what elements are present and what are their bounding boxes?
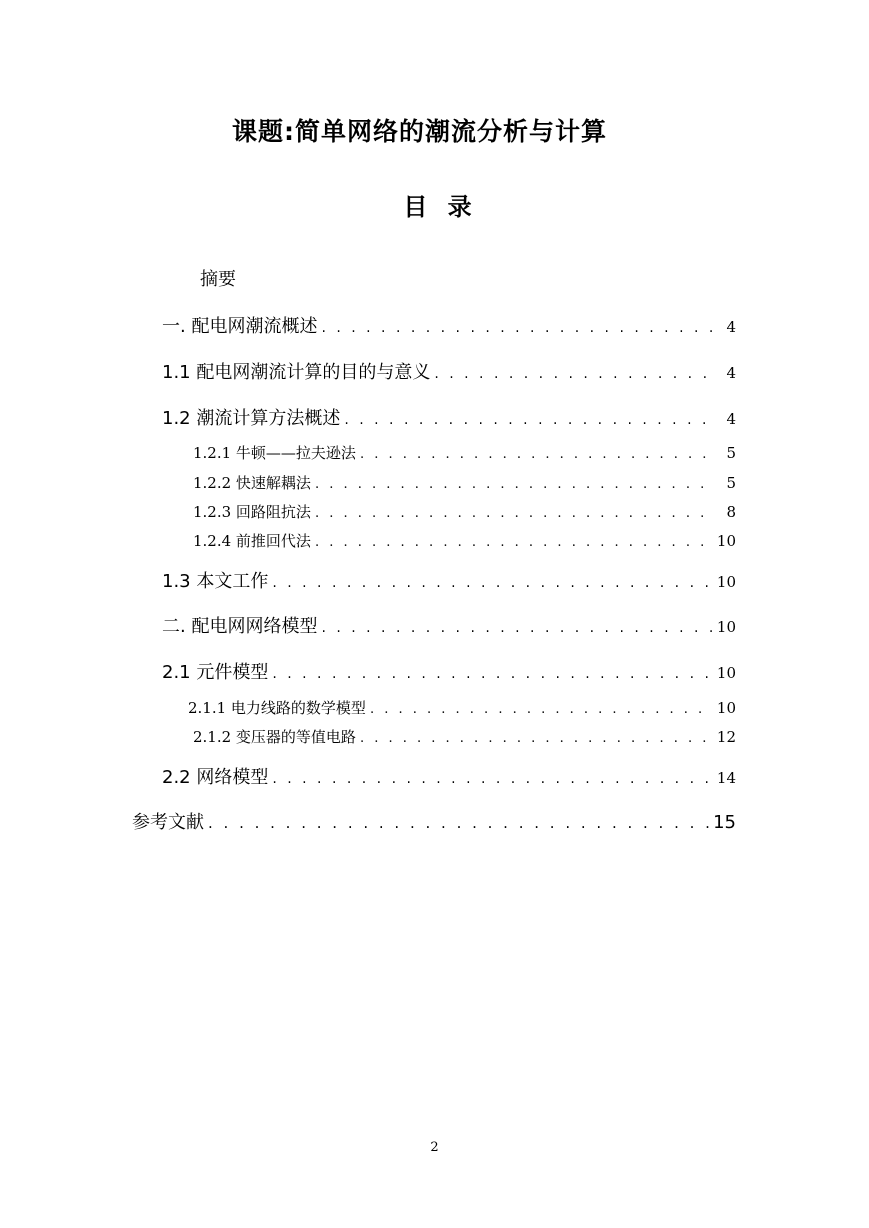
toc-entry-label: 1.2.3 回路阻抗法 [193,503,311,521]
toc-entry[interactable] [162,567,736,593]
toc-entry-references[interactable] [132,808,736,834]
toc-leader-dots [434,366,714,382]
toc-abstract-label: 摘要 [200,269,236,290]
page-number: 2 [430,1140,439,1155]
toc-entry-page: 10 [716,532,736,550]
toc-leader-dots [272,575,713,591]
toc-entry-page: 4 [726,364,736,382]
toc-entry-label: 二. 配电网网络模型 [162,616,318,637]
toc-entry[interactable] [193,530,736,551]
toc-leader-dots [370,702,713,717]
toc-entry-page: 15 [713,812,736,833]
toc-leader-dots [321,620,712,636]
toc-entry-label: 2.2 网络模型 [162,767,269,788]
toc-entry[interactable] [162,658,736,684]
toc-entry[interactable] [193,501,736,522]
toc-entry-page: 4 [726,318,736,336]
toc-entry-page: 14 [716,769,736,787]
toc-entry-label: 1.2.2 快速解耦法 [193,474,311,492]
toc-entry-label: 1.3 本文工作 [162,571,269,592]
toc-leader-dots [208,814,709,832]
toc-entry-page: 5 [726,444,736,462]
toc-entry-page: 4 [726,410,736,428]
toc-leader-dots [315,506,714,521]
toc-entry[interactable] [162,763,736,789]
toc-leader-dots [315,477,714,492]
toc-entry-label: 参考文献 [132,812,204,833]
toc-entry-page: 12 [716,728,736,746]
toc-leader-dots [315,535,713,550]
document-title: 课题:简单网络的潮流分析与计算 [232,117,607,146]
toc-leader-dots [360,447,714,462]
toc-entry[interactable] [162,358,736,384]
toc-entry[interactable] [193,442,736,463]
toc-entry-label: 1.2 潮流计算方法概述 [162,408,341,429]
toc-entry[interactable] [162,404,736,430]
toc-entry-page: 10 [716,699,736,717]
toc-leader-dots [272,666,713,682]
toc-entry-page: 5 [726,474,736,492]
toc-leader-dots [344,412,714,428]
toc-heading: 目 录 [403,193,478,221]
toc-entry[interactable] [193,472,736,493]
toc-entry-page: 10 [716,618,736,636]
toc-entry-page: 10 [716,573,736,591]
toc-entry[interactable] [188,697,736,718]
toc-entry-label: 1.1 配电网潮流计算的目的与意义 [162,362,431,383]
toc-entry[interactable] [162,612,736,638]
toc-entry[interactable] [193,726,736,747]
toc-leader-dots [272,771,713,787]
toc-entry-page: 8 [726,503,736,521]
toc-entry-page: 10 [716,664,736,682]
toc-entry[interactable] [162,312,736,338]
toc-entry-label: 1.2.4 前推回代法 [193,532,311,550]
toc-entry-label: 2.1 元件模型 [162,662,269,683]
toc-entry-label: 一. 配电网潮流概述 [162,316,318,337]
toc-entry-label: 2.1.1 电力线路的数学模型 [188,699,366,717]
toc-entry-label: 1.2.1 牛顿——拉夫逊法 [193,444,356,462]
toc-entry-label: 2.1.2 变压器的等值电路 [193,728,356,746]
toc-leader-dots [360,731,713,746]
toc-leader-dots [321,320,714,336]
